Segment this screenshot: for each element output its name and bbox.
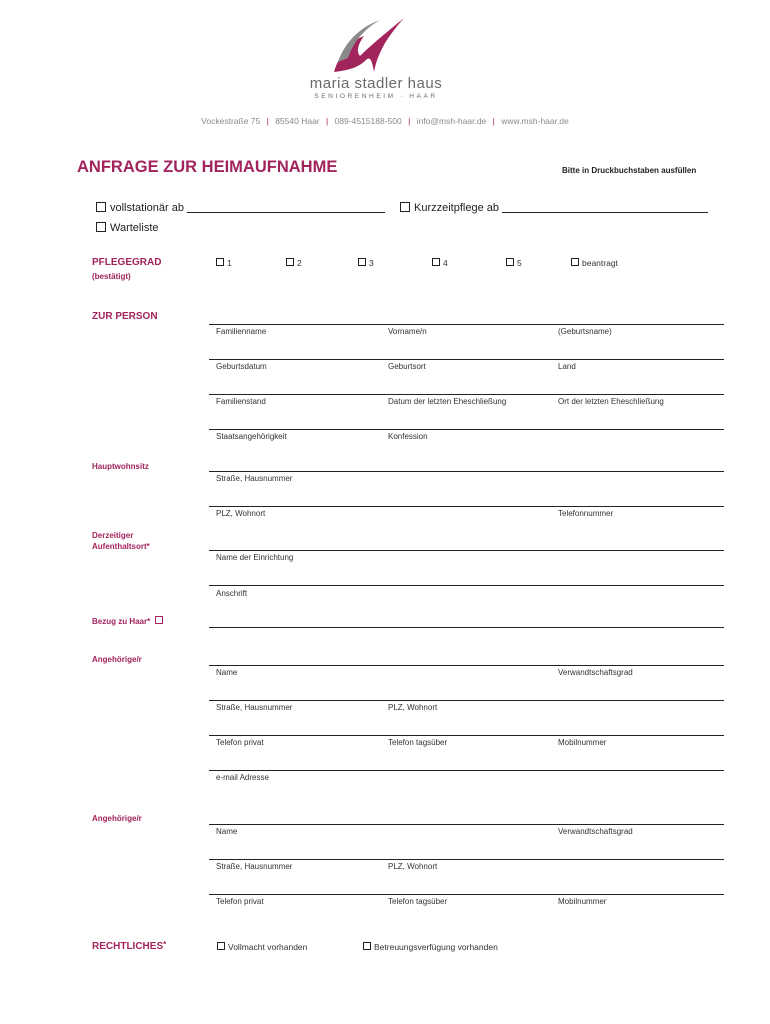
brand-subtitle: SENIORENHEIM · HAAR bbox=[314, 93, 438, 100]
label-geburtsname: (Geburtsname) bbox=[558, 327, 612, 336]
section-hauptwohnsitz: Hauptwohnsitz bbox=[92, 462, 149, 471]
section-aufenthalt-1: Derzeitiger bbox=[92, 531, 134, 540]
pflegegrad-option-2[interactable] bbox=[286, 258, 302, 268]
section-angehoerige-2: Angehörige/r bbox=[92, 814, 142, 823]
brand-logo-icon bbox=[330, 14, 410, 76]
label-geburtsdatum: Geburtsdatum bbox=[216, 362, 267, 371]
label-vorname: Vorname/n bbox=[388, 327, 427, 336]
option-betreuung-label: Betreuungsverfügung vorhanden bbox=[374, 942, 498, 952]
field-line[interactable] bbox=[209, 471, 724, 472]
pflegegrad-option-label: 1 bbox=[227, 258, 232, 268]
field-line[interactable] bbox=[209, 735, 724, 736]
option-kurzzeit[interactable] bbox=[400, 202, 708, 214]
section-rechtliches-label: RECHTLICHES bbox=[92, 941, 164, 952]
label-einrichtung: Name der Einrichtung bbox=[216, 553, 294, 562]
option-warteliste[interactable] bbox=[96, 222, 159, 234]
address-email[interactable]: info@msh-haar.de bbox=[416, 116, 487, 126]
label-plz-wohnort: PLZ, Wohnort bbox=[216, 509, 266, 518]
checkbox-icon[interactable] bbox=[571, 258, 579, 266]
section-person: ZUR PERSON bbox=[92, 311, 158, 322]
option-stationaer[interactable] bbox=[96, 202, 385, 214]
checkbox-icon[interactable] bbox=[358, 258, 366, 266]
separator: | bbox=[408, 116, 411, 126]
pflegegrad-option-label: beantragt bbox=[582, 258, 618, 268]
label-anschrift: Anschrift bbox=[216, 589, 248, 598]
field-line[interactable] bbox=[209, 359, 724, 360]
option-betreuung[interactable] bbox=[363, 942, 498, 952]
field-line[interactable] bbox=[209, 894, 724, 895]
field-line[interactable] bbox=[209, 665, 724, 666]
label-telefon-tagsueber: Telefon tagsüber bbox=[388, 897, 448, 906]
label-land: Land bbox=[558, 362, 576, 371]
label-name: Name bbox=[216, 668, 238, 677]
separator: | bbox=[492, 116, 495, 126]
pflegegrad-option-label: 5 bbox=[517, 258, 522, 268]
label-telefon-privat: Telefon privat bbox=[216, 897, 264, 906]
field-line[interactable] bbox=[209, 324, 724, 325]
address-phone: 089-4515188-500 bbox=[334, 116, 402, 126]
option-vollmacht-label: Vollmacht vorhanden bbox=[228, 942, 308, 952]
checkbox-icon[interactable] bbox=[400, 202, 410, 212]
label-name: Name bbox=[216, 827, 238, 836]
checkbox-icon[interactable] bbox=[96, 202, 106, 212]
option-kurzzeit-label: Kurzzeitpflege ab bbox=[414, 202, 499, 214]
pflegegrad-option-1[interactable] bbox=[216, 258, 232, 268]
pflegegrad-option-4[interactable] bbox=[432, 258, 448, 268]
checkbox-icon[interactable] bbox=[155, 616, 163, 624]
pflegegrad-option-label: 3 bbox=[369, 258, 374, 268]
label-telefon-tagsueber: Telefon tagsüber bbox=[388, 738, 448, 747]
label-mobilnummer: Mobilnummer bbox=[558, 897, 607, 906]
field-line[interactable] bbox=[209, 700, 724, 701]
asterisk: * bbox=[163, 940, 167, 949]
field-line[interactable] bbox=[209, 394, 724, 395]
pflegegrad-option-beantragt[interactable] bbox=[571, 258, 618, 268]
pflegegrad-sub: (bestätigt) bbox=[92, 272, 131, 281]
address-city: 85540 Haar bbox=[275, 116, 320, 126]
separator: | bbox=[266, 116, 269, 126]
label-eheort: Ort der letzten Eheschließung bbox=[558, 397, 664, 406]
pflegegrad-option-label: 4 bbox=[443, 258, 448, 268]
option-vollmacht[interactable] bbox=[217, 942, 307, 952]
pflegegrad-label: PFLEGEGRAD bbox=[92, 257, 162, 268]
field-line[interactable] bbox=[209, 506, 724, 507]
field-line[interactable] bbox=[209, 550, 724, 551]
checkbox-icon[interactable] bbox=[217, 942, 225, 950]
label-konfession: Konfession bbox=[388, 432, 428, 441]
pflegegrad-option-3[interactable] bbox=[358, 258, 374, 268]
label-staatsangehoerigkeit: Staatsangehörigkeit bbox=[216, 432, 287, 441]
field-line[interactable] bbox=[209, 824, 724, 825]
option-stationaer-label: vollstationär ab bbox=[110, 202, 184, 214]
checkbox-icon[interactable] bbox=[432, 258, 440, 266]
checkbox-icon[interactable] bbox=[96, 222, 106, 232]
label-familienstand: Familienstand bbox=[216, 397, 266, 406]
brand-name: maria stadler haus bbox=[309, 75, 443, 92]
checkbox-icon[interactable] bbox=[216, 258, 224, 266]
pflegegrad-option-label: 2 bbox=[297, 258, 302, 268]
label-plz-wohnort: PLZ, Wohnort bbox=[388, 703, 438, 712]
label-strasse: Straße, Hausnummer bbox=[216, 862, 293, 871]
separator: | bbox=[326, 116, 329, 126]
section-angehoerige-1: Angehörige/r bbox=[92, 655, 142, 664]
option-warteliste-label: Warteliste bbox=[110, 222, 159, 234]
field-line[interactable] bbox=[209, 429, 724, 430]
checkbox-icon[interactable] bbox=[286, 258, 294, 266]
address-web[interactable]: www.msh-haar.de bbox=[501, 116, 569, 126]
label-telefonnummer: Telefonnummer bbox=[558, 509, 614, 518]
field-line[interactable] bbox=[209, 627, 724, 628]
stationaer-date-field[interactable] bbox=[187, 202, 385, 213]
label-familienname: Familienname bbox=[216, 327, 267, 336]
kurzzeit-date-field[interactable] bbox=[502, 202, 708, 213]
label-mobilnummer: Mobilnummer bbox=[558, 738, 607, 747]
label-verwandtschaftsgrad: Verwandtschaftsgrad bbox=[558, 827, 633, 836]
label-strasse: Straße, Hausnummer bbox=[216, 474, 293, 483]
bezug-haar[interactable] bbox=[92, 616, 166, 628]
field-line[interactable] bbox=[209, 585, 724, 586]
label-email: e-mail Adresse bbox=[216, 773, 269, 782]
field-line[interactable] bbox=[209, 859, 724, 860]
section-aufenthalt-2: Aufenthaltsort* bbox=[92, 542, 150, 551]
field-line[interactable] bbox=[209, 770, 724, 771]
checkbox-icon[interactable] bbox=[506, 258, 514, 266]
bezug-haar-label: Bezug zu Haar* bbox=[92, 617, 151, 626]
label-ehedatum: Datum der letzten Eheschließung bbox=[388, 397, 507, 406]
label-plz-wohnort: PLZ, Wohnort bbox=[388, 862, 438, 871]
form-note: Bitte in Druckbuchstaben ausfüllen bbox=[562, 166, 697, 175]
pflegegrad-option-5[interactable] bbox=[506, 258, 522, 268]
label-strasse: Straße, Hausnummer bbox=[216, 703, 293, 712]
section-rechtliches bbox=[92, 939, 166, 953]
label-verwandtschaftsgrad: Verwandtschaftsgrad bbox=[558, 668, 633, 677]
label-geburtsort: Geburtsort bbox=[388, 362, 426, 371]
address-line bbox=[0, 116, 770, 126]
page-title: ANFRAGE ZUR HEIMAUFNAHME bbox=[77, 158, 338, 176]
checkbox-icon[interactable] bbox=[363, 942, 371, 950]
address-street: Vockestraße 75 bbox=[201, 116, 261, 126]
label-telefon-privat: Telefon privat bbox=[216, 738, 264, 747]
